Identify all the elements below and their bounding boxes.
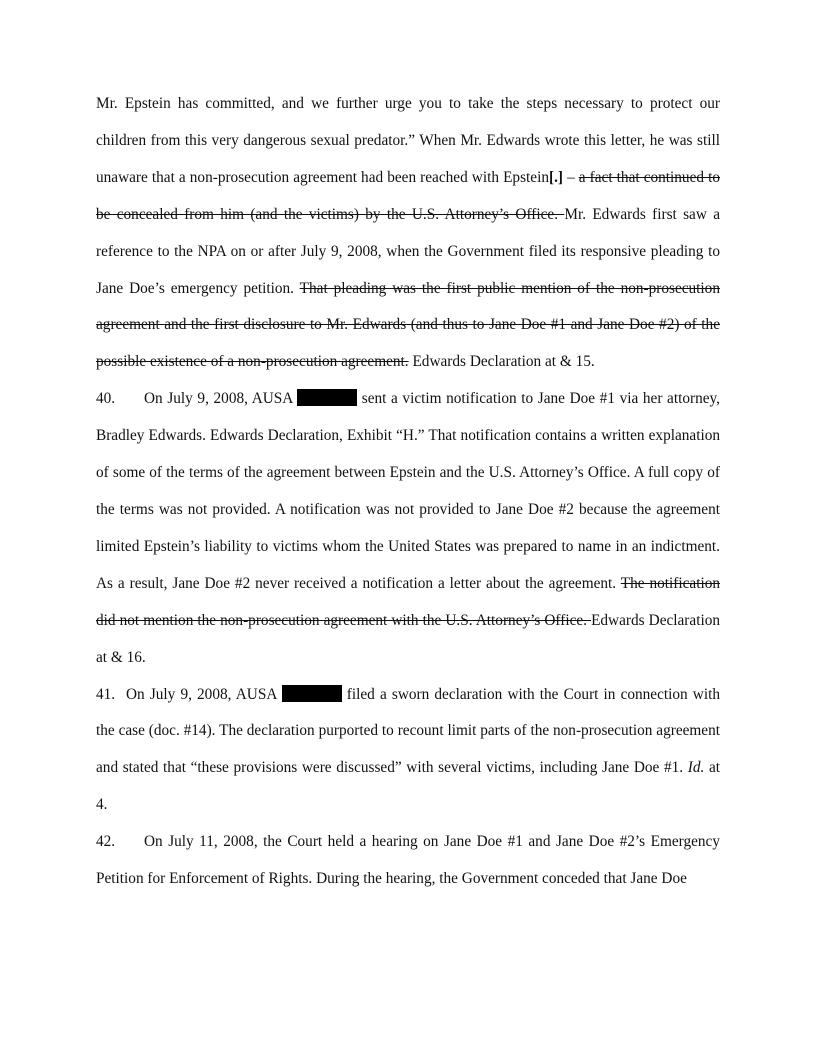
paragraph-41: 41. On July 9, 2008, AUSA filed a sworn declaration with the Court in connection with the case (doc. #14). The declaration purported to recount limit parts of the non-prosecution agreement and stated that “these provisions were discussed” with several victims, including Jane Doe #1. Id. at 4. [96,677,720,825]
struck-text: a fact that continued to be concealed from him (and the victims) by the U.S. Attorney’s Office. [96,168,720,223]
redaction-box [297,389,357,406]
paragraph-number: 40. [96,390,116,408]
paragraph-40: 40. On July 9, 2008, AUSA sent a victim notification to Jane Doe #1 via her attorney, Bradley Edwards. Edwards Declaration, Exhibit “H.” That notification contains a written explanation of some of the terms of the agreement between Epstein and the U.S. Attorney’s Office. A full copy of the terms was not provided. A notification was not provided to Jane Doe #2 because the agreement limited Epstein’s liability to victims whom the United States was prepared to name in an indictment. As a result, Jane Doe #2 never received a notification a letter about the agreement. The notification did not mention the non-prosecution agreement with the U.S. Attorney’s Office. Edwards Declaration at & 16. [96,381,720,676]
paragraph-42: 42. On July 11, 2008, the Court held a hearing on Jane Doe #1 and Jane Doe #2’s Emergency Petition for Enforcement of Rights. During the hearing, the Government conceded that Jane Doe [96,824,720,898]
struck-text: The notification did not mention the non-prosecution agreement with the U.S. Attorney’s Office. [96,574,720,629]
paragraph-number: 41. [96,685,116,703]
paragraph-39-continued: Mr. Epstein has committed, and we further urge you to take the steps necessary to protect our children from this very dangerous sexual predator.” When Mr. Edwards wrote this letter, he was still unaware that a non-prosecution agreement had been reached with Epstein[.] – a fact that continued to be concealed from him (and the victims) by the U.S. Attorney’s Office. Mr. Edwards first saw a reference to the NPA on or after July 9, 2008, when the Government filed its responsive pleading to Jane Doe’s emergency petition. That pleading was the first public mention of the non-prosecution agreement and the first disclosure to Mr. Edwards (and thus to Jane Doe #1 and Jane Doe #2) of the possible existence of a non-prosecution agreement. Edwards Declaration at & 15. [96,95,720,371]
paragraph-number: 42. [96,833,116,851]
document-page [96,86,720,898]
redaction-box [282,685,342,702]
id-citation: Id. [687,759,705,777]
inserted-period: [.] [548,168,563,186]
struck-text: That pleading was the first public mention of the non-prosecution agreement and the first disclosure to Mr. Edwards (and thus to Jane Doe #1 and Jane Doe #2) of the possible existence of a non-prosecution agreement. [96,279,720,371]
